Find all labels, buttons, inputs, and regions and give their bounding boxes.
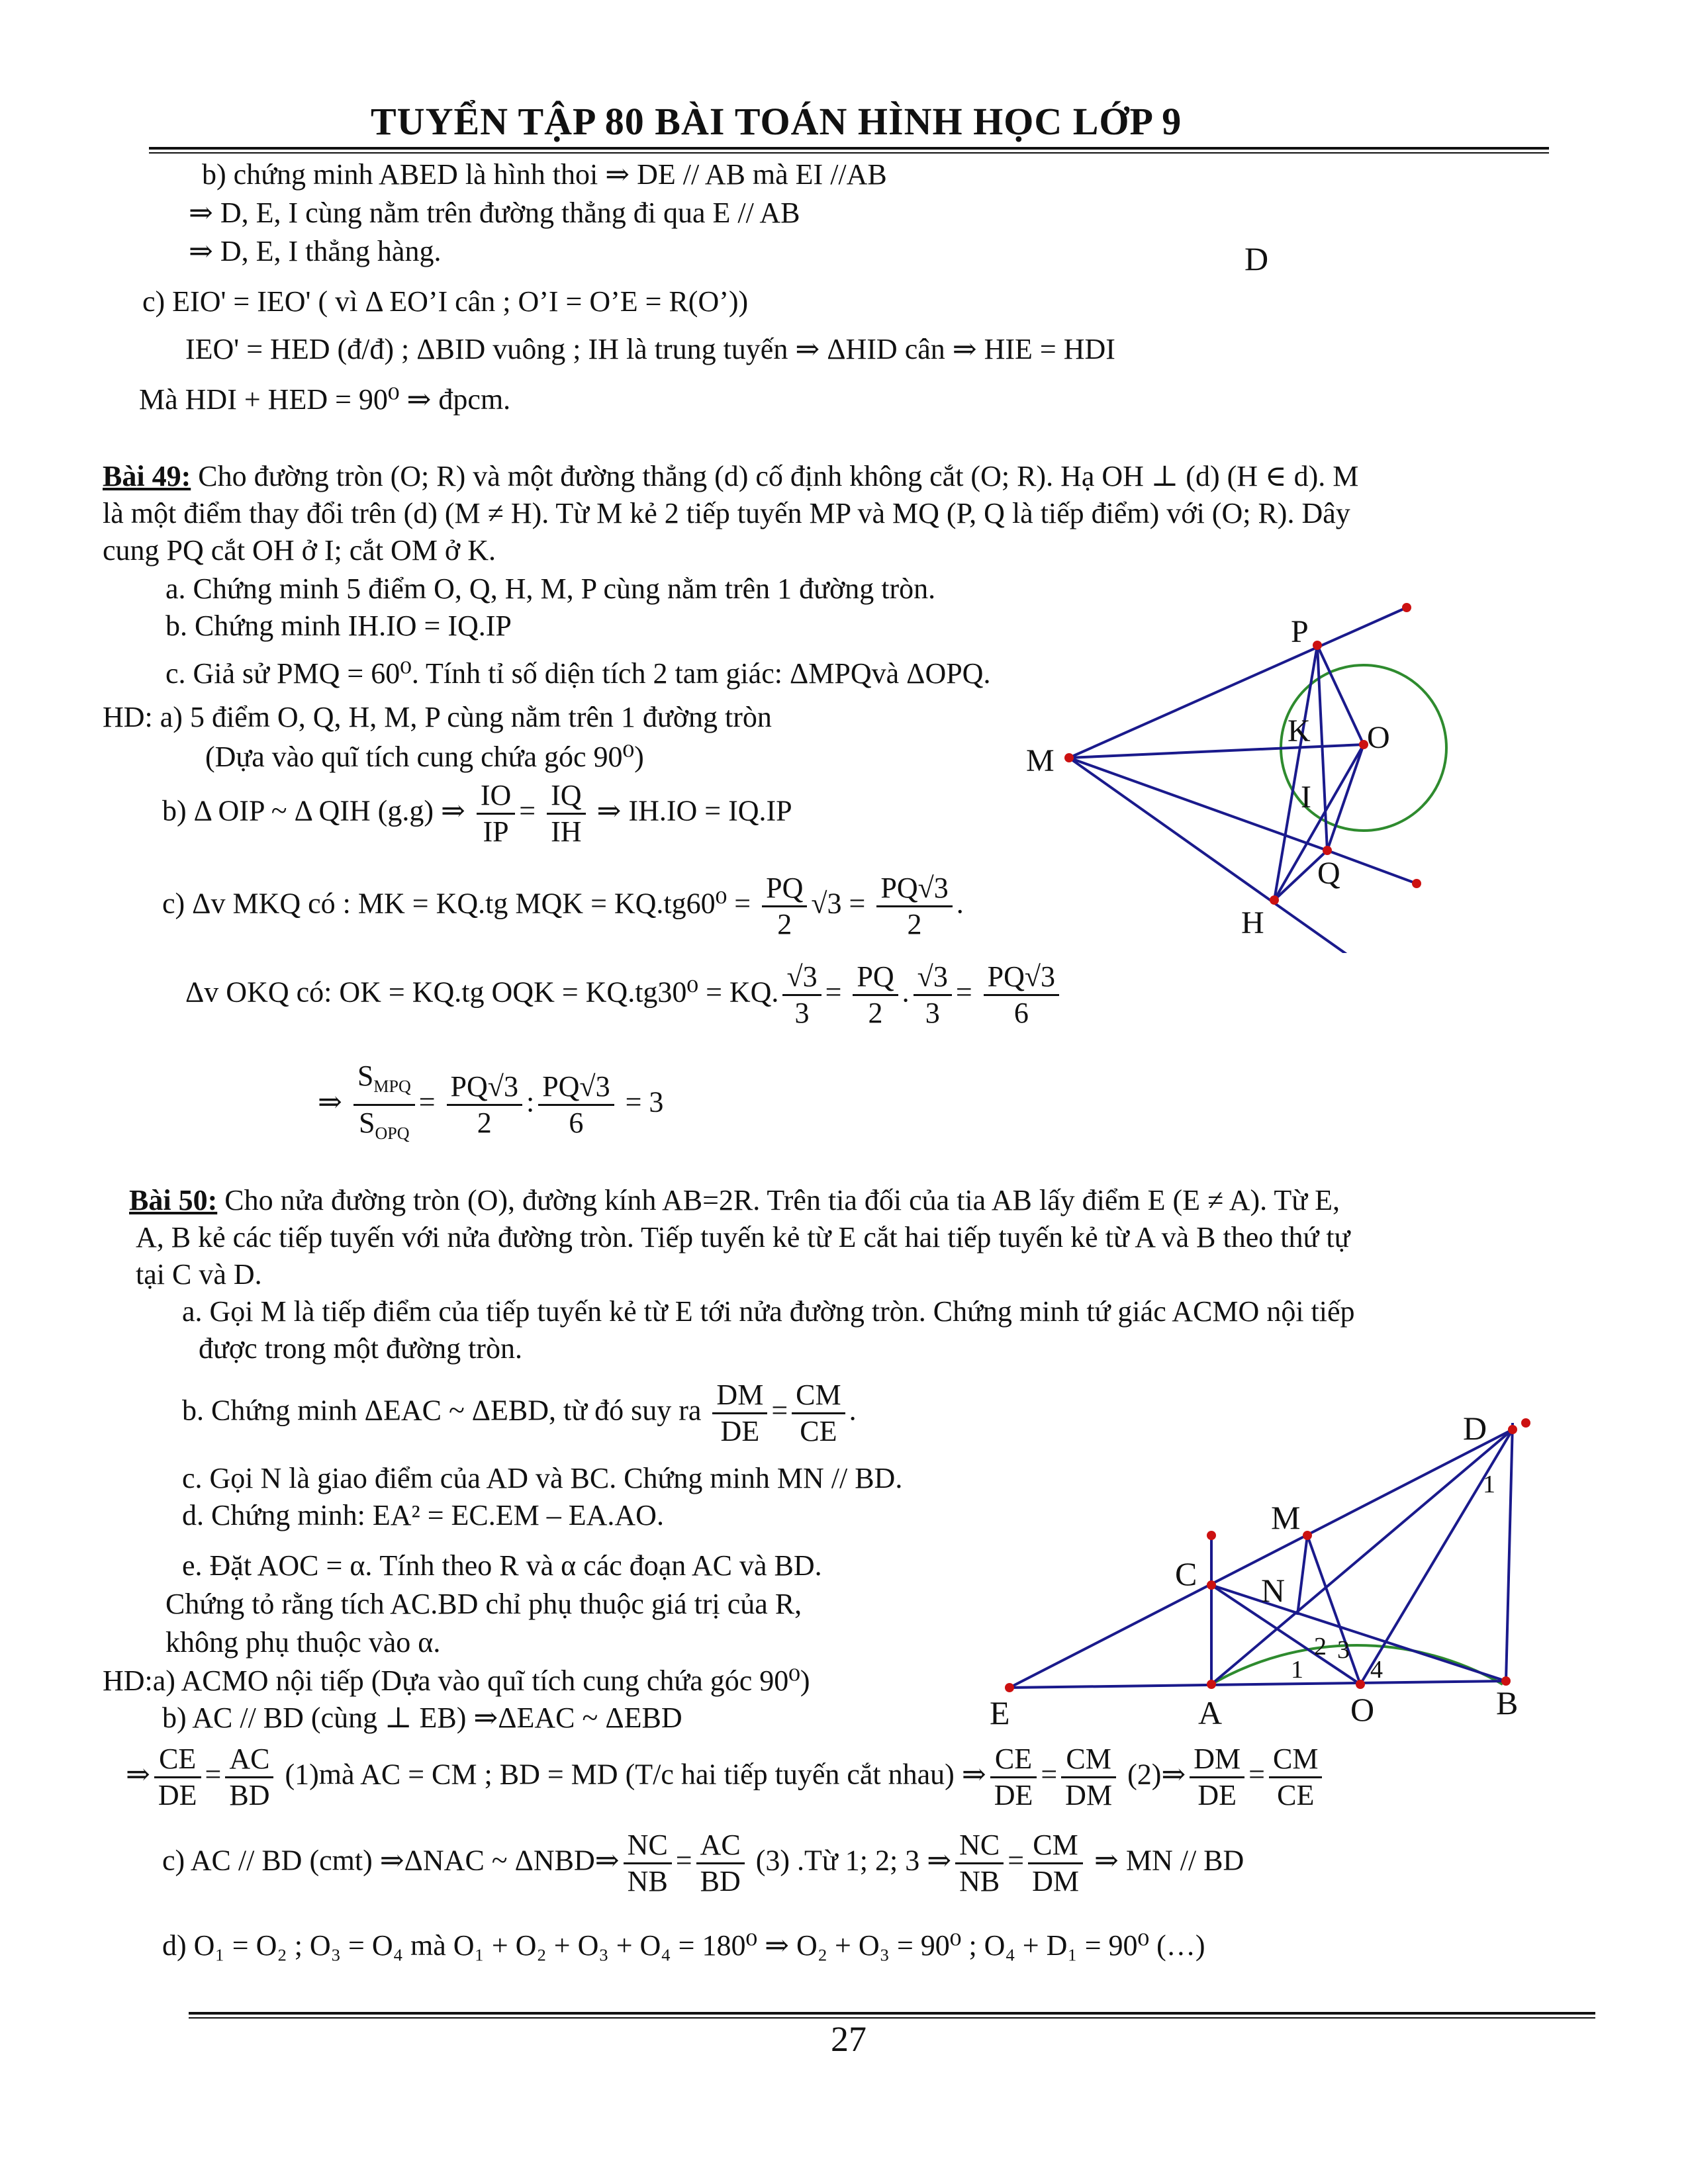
bai50-intro3: tại C và D.: [136, 1258, 262, 1291]
frac-den: 6: [1013, 997, 1029, 1029]
implies-symbol: ⇒: [318, 1085, 342, 1118]
s-letter: S: [357, 1060, 374, 1092]
bai50-question-c: c. Gọi N là giao điểm của AD và BC. Chứng minh MN // BD.: [182, 1462, 903, 1494]
point-o: [1356, 1680, 1365, 1689]
frac-num: PQ√3: [447, 1069, 522, 1106]
frac-num: CM: [1269, 1742, 1322, 1778]
fraction-iq-ih: [547, 778, 585, 849]
bai49-intro3: cung PQ cắt OH ở I; cắt OM ở K.: [103, 534, 496, 567]
bai49-intro1: Cho đường tròn (O; R) và một đường thẳng (d) cố định không cắt (O; R). Hạ OH ⊥ (d) (H ∈ d). M: [191, 460, 1359, 492]
frac-den: 2: [777, 908, 792, 940]
frac-num: AC: [225, 1742, 273, 1778]
bai50-question-a1: a. Gọi M là tiếp điểm của tiếp tuyến kẻ từ E tới nửa đường tròn. Chứng minh tứ giác ACMO nội tiếp: [182, 1295, 1355, 1328]
fraction-ce-de: [154, 1742, 201, 1813]
frac-num: [353, 1059, 415, 1106]
header-rule-thin: [149, 152, 1549, 154]
s-letter: S: [359, 1106, 375, 1139]
bai49-hd-c2: Δv OKQ có: OK = KQ.tg OQK = KQ.tg30⁰ = KQ. $\frac{√3}{3}$ = $\frac{PQ}{2}$ . $\frac{√3}{3}$ = $\frac{PQ√3}{6}$: [185, 960, 1063, 1030]
frac-den: [353, 1106, 415, 1151]
bai50-hd-d: d) O₁ = O₂ ; O₃ = O₄ mà O₁ + O₂ + O₃ + O₄ = 180⁰ ⇒ O₂ + O₃ = 90⁰ ; O₄ + D₁ = 90⁰ (…): [162, 1929, 1205, 1962]
frac-den: NB: [959, 1865, 1000, 1897]
point-p: [1313, 641, 1322, 650]
line-op: [1317, 645, 1364, 745]
bai49-hd-a1: HD: a) 5 điểm O, Q, H, M, P cùng nằm trên 1 đường tròn: [103, 701, 772, 733]
label-d: D: [1463, 1410, 1487, 1447]
label-k: K: [1288, 713, 1311, 749]
frac-num: CM: [1028, 1828, 1083, 1864]
label-a: A: [1198, 1694, 1223, 1731]
fraction-s-ratio: [353, 1059, 415, 1151]
line-eb: [1009, 1681, 1506, 1688]
label-p: P: [1291, 614, 1309, 649]
page-number: 27: [831, 2019, 867, 2059]
frac-num: DM: [1190, 1742, 1244, 1778]
label-h: H: [1241, 905, 1264, 940]
frac-num: PQ√3: [538, 1069, 614, 1106]
label-i: I: [1301, 780, 1311, 815]
bai50-intro-line1: [129, 1182, 1340, 1219]
label-angle-3: 3: [1337, 1636, 1350, 1664]
bai49-question-a: a. Chứng minh 5 điểm O, Q, H, M, P cùng nằm trên 1 đường tròn.: [165, 572, 936, 605]
implies-symbol: ⇒: [126, 1758, 150, 1791]
label-m: M: [1026, 743, 1055, 778]
bai49-hd-c1: c) Δv MKQ có : MK = KQ.tg MQK = KQ.tg60⁰ = $\frac{PQ}{2}$ √3 = $\frac{PQ√3}{2}$ .: [162, 872, 964, 940]
bai49-hd-c2-pre: Δv OKQ có: OK = KQ.tg OQK = KQ.tg30⁰ = KQ.: [185, 976, 779, 1009]
point-m: [1064, 753, 1074, 762]
label-n: N: [1261, 1572, 1286, 1609]
bai50-figure: [980, 1403, 1542, 1760]
fraction-pqr3-6: [984, 960, 1059, 1030]
label-angle-4: 4: [1370, 1656, 1383, 1684]
bai50-hd-c-pre: c) AC // BD (cmt) ⇒ΔNAC ~ ΔNBD⇒: [162, 1844, 620, 1877]
frac-num: NC: [624, 1828, 672, 1864]
tangent-b: [1506, 1423, 1513, 1681]
fraction-ac-bd-b: [696, 1828, 745, 1899]
frac-den: DM: [1032, 1865, 1079, 1897]
fraction-io-ip: [477, 778, 515, 849]
fraction-cm-ce: [792, 1378, 845, 1449]
label-o: O: [1350, 1691, 1375, 1728]
frac-num: CE: [990, 1742, 1037, 1778]
label-e: E: [990, 1694, 1010, 1731]
frac-den: DE: [720, 1415, 760, 1447]
label-o: O: [1367, 720, 1390, 755]
frac-num: NC: [955, 1828, 1004, 1864]
point-m: [1303, 1531, 1312, 1540]
frac-num: √3: [914, 960, 952, 996]
point-d-end2: [1412, 879, 1421, 888]
fraction-r3-3: [782, 960, 821, 1030]
frac-den: DE: [994, 1779, 1033, 1811]
point-a: [1207, 1680, 1216, 1689]
tangent-mq: [1069, 758, 1327, 850]
ratio-result: = 3: [625, 1085, 664, 1118]
point-h: [1270, 895, 1279, 905]
frac-den: BD: [700, 1865, 741, 1897]
bai49-hd-b-post: ⇒ IH.IO = IQ.IP: [596, 794, 792, 827]
bai50-hd-b: b) AC // BD (cùng ⊥ EB) ⇒ΔEAC ~ ΔEBD: [162, 1702, 682, 1734]
bai49-ratio: ⇒ $\frac{S_{MPQ}}{S_{OPQ}}$ = $\frac{PQ√3}{2}$ : $\frac{PQ√3}{6}$ = 3: [318, 1059, 663, 1151]
frac-den: DE: [158, 1779, 197, 1811]
sol48-b2: ⇒ D, E, I cùng nằm trên đường thẳng đi qua E // AB: [189, 197, 800, 229]
bai50-question-b: b. Chứng minh ΔEAC ~ ΔEBD, từ đó suy ra $\frac{DM}{DE}$ = $\frac{CM}{CE}$ .: [182, 1379, 857, 1447]
tangent-ed: [1009, 1430, 1513, 1688]
frac-num: DM: [712, 1378, 767, 1414]
sol48-c3: Mà HDI + HED = 90⁰ ⇒ đpcm.: [139, 383, 511, 416]
footer-rule: [189, 2012, 1595, 2015]
point-q: [1323, 846, 1332, 855]
label-q: Q: [1317, 856, 1340, 891]
frac-num: CM: [1061, 1742, 1116, 1778]
frac-den: 3: [794, 997, 810, 1029]
sol48-b1: b) chứng minh ABED là hình thoi ⇒ DE // AB mà EI //AB: [202, 158, 887, 191]
bai49-question-b: b. Chứng minh IH.IO = IQ.IP: [165, 610, 512, 642]
bai50-hd-a: HD:a) ACMO nội tiếp (Dựa vào quĩ tích cung chứa góc 90⁰): [103, 1664, 810, 1697]
frac-den: 2: [477, 1106, 492, 1139]
footer-rule-thin: [189, 2017, 1595, 2019]
frac-num: IQ: [547, 778, 585, 815]
line-bc: [1211, 1585, 1506, 1681]
bai50-hd-b2-mid2: (2)⇒: [1127, 1758, 1186, 1791]
frac-num: IO: [477, 778, 515, 815]
s-sub: MPQ: [373, 1076, 411, 1096]
bai50-intro2: A, B kẻ các tiếp tuyến với nửa đường tròn. Tiếp tuyến kẻ từ E cắt hai tiếp tuyến kẻ từ A và B theo thứ tự: [136, 1221, 1350, 1253]
frac-den: NB: [627, 1865, 668, 1897]
point-b-top: [1521, 1418, 1530, 1428]
point-c: [1207, 1580, 1216, 1590]
sol48-c1: c) EIO' = IEO' ( vì Δ EO’I cân ; O’I = O’E = R(O’)): [142, 285, 749, 318]
fraction-nc-nb: [624, 1828, 672, 1899]
bai50-qb-pre: b. Chứng minh ΔEAC ~ ΔEBD, từ đó suy ra: [182, 1394, 702, 1427]
bai49-intro2: là một điểm thay đổi trên (d) (M ≠ H). Từ M kẻ 2 tiếp tuyến MP và MQ (P, Q là tiếp điểm) với (O; R). Dây: [103, 497, 1350, 529]
frac-den: 6: [569, 1106, 584, 1139]
bai50-question-e1: e. Đặt AOC = α. Tính theo R và α các đoạn AC và BD.: [182, 1549, 822, 1582]
frac-num: PQ: [853, 960, 898, 996]
bai50-question-a2: được trong một đường tròn.: [199, 1332, 522, 1365]
frac-den: DM: [1065, 1779, 1113, 1811]
fraction-dm-de: [712, 1378, 767, 1449]
page-title: TUYỂN TẬP 80 BÀI TOÁN HÌNH HỌC LỚP 9: [371, 100, 1182, 143]
fraction-pq-2b: [853, 960, 898, 1030]
line-co: [1211, 1585, 1360, 1684]
bai49-hd-b-pre: b) Δ OIP ~ Δ QIH (g.g) ⇒: [162, 794, 465, 827]
bai50-hd-c-mid: (3) .Từ 1; 2; 3 ⇒: [755, 1844, 952, 1877]
tangent-mp: [1069, 608, 1407, 758]
bai49-figure: [993, 582, 1470, 953]
frac-num: PQ: [762, 871, 807, 907]
frac-den: 3: [925, 997, 940, 1029]
bai49-heading: Bài 49:: [103, 460, 191, 492]
frac-den: BD: [229, 1779, 270, 1811]
fraction-cm-dm-b: [1028, 1828, 1083, 1899]
fraction-pq-2: [762, 871, 807, 942]
fraction-r3-3b: [914, 960, 952, 1030]
bai50-hd-b2-mid: (1)mà AC = CM ; BD = MD (T/c hai tiếp tuyến cắt nhau) ⇒: [285, 1758, 986, 1791]
bai50-hd-b2: ⇒ $\frac{CE}{DE}$ = $\frac{AC}{BD}$ (1)mà AC = CM ; BD = MD (T/c hai tiếp tuyến cắt nhau) ⇒ $\frac{CE}{DE}$ = $\frac{CM}{DM}$ (2)⇒ $\frac{DM}{DE}$ = $\frac{CM}{CE}$: [126, 1742, 1326, 1813]
frac-den: IP: [483, 815, 509, 848]
frac-den: IH: [551, 815, 582, 848]
frac-den: 2: [868, 997, 883, 1029]
label-b: B: [1496, 1684, 1519, 1721]
label-c: C: [1175, 1555, 1197, 1592]
bai49-intro-line1: [103, 458, 1358, 495]
sol48-figure-label-d: D: [1244, 240, 1269, 277]
line-mo: [1069, 745, 1364, 758]
sqrt3: √3: [811, 887, 842, 920]
fraction-ac-bd: [225, 1742, 273, 1813]
frac-num: CE: [154, 1742, 201, 1778]
bai50-heading: Bài 50:: [129, 1184, 218, 1216]
bai50-question-e2: Chứng tỏ rằng tích AC.BD chỉ phụ thuộc giá trị của R,: [165, 1588, 802, 1620]
line-mq-ext: [1327, 850, 1417, 884]
frac-num: AC: [696, 1828, 745, 1864]
bai50-intro1: Cho nửa đường tròn (O), đường kính AB=2R. Trên tia đối của tia AB lấy điểm E (E ≠ A). Từ E,: [217, 1184, 1340, 1216]
label-m: M: [1271, 1499, 1301, 1536]
frac-den: 2: [907, 908, 922, 940]
fraction-nc-nb-b: [955, 1828, 1004, 1899]
line-mo: [1307, 1535, 1360, 1684]
s-sub: OPQ: [375, 1123, 410, 1143]
bai49-hd-b: b) Δ OIP ~ Δ QIH (g.g) ⇒ $\frac{IO}{IP}$ = $\frac{IQ}{IH}$ ⇒ IH.IO = IQ.IP: [162, 779, 792, 848]
fraction-pqr3-6b: [538, 1069, 614, 1140]
frac-den: CE: [1277, 1779, 1315, 1811]
sol48-c2: IEO' = HED (đ/đ) ; ΔBID vuông ; IH là trung tuyến ⇒ ΔHID cân ⇒ HIE = HDI: [185, 333, 1115, 365]
frac-num: √3: [782, 960, 821, 996]
label-angle-1: 1: [1291, 1656, 1303, 1684]
bai49-question-c: c. Giả sử PMQ = 60⁰. Tính tỉ số diện tích 2 tam giác: ΔMPQvà ΔOPQ.: [165, 657, 991, 690]
frac-num: CM: [792, 1378, 845, 1414]
frac-num: PQ√3: [984, 960, 1059, 996]
frac-den: DE: [1197, 1779, 1237, 1811]
bai49-hd-a2: (Dựa vào quĩ tích cung chứa góc 90⁰): [205, 741, 644, 773]
bai49-hd-c1-pre: c) Δv MKQ có : MK = KQ.tg MQK = KQ.tg60⁰ =: [162, 887, 751, 920]
frac-num: PQ√3: [876, 871, 952, 907]
header-rule: [149, 147, 1549, 150]
frac-den: CE: [800, 1415, 837, 1447]
point-e: [1005, 1683, 1014, 1692]
bai50-question-e3: không phụ thuộc vào α.: [165, 1626, 441, 1659]
sol48-b3: ⇒ D, E, I thẳng hàng.: [189, 235, 442, 267]
label-angle-d1: 1: [1483, 1471, 1495, 1498]
fraction-pqr3-2c: [447, 1069, 522, 1140]
bai50-question-d: d. Chứng minh: EA² = EC.EM – EA.AO.: [182, 1499, 664, 1531]
label-angle-2: 2: [1314, 1633, 1327, 1661]
point-a-top: [1207, 1531, 1216, 1540]
bai50-hd-c-post: ⇒ MN // BD: [1094, 1844, 1244, 1877]
bai50-hd-c: c) AC // BD (cmt) ⇒ΔNAC ~ ΔNBD⇒ $\frac{NC}{NB}$ = $\frac{AC}{BD}$ (3) .Từ 1; 2; 3 ⇒ $\frac{NC}{NB}$ = $\frac{CM}{DM}$ ⇒ MN // BD: [162, 1829, 1244, 1897]
fraction-pqr3-2: [876, 871, 952, 942]
point-d-end1: [1402, 603, 1411, 612]
point-d: [1508, 1425, 1517, 1434]
